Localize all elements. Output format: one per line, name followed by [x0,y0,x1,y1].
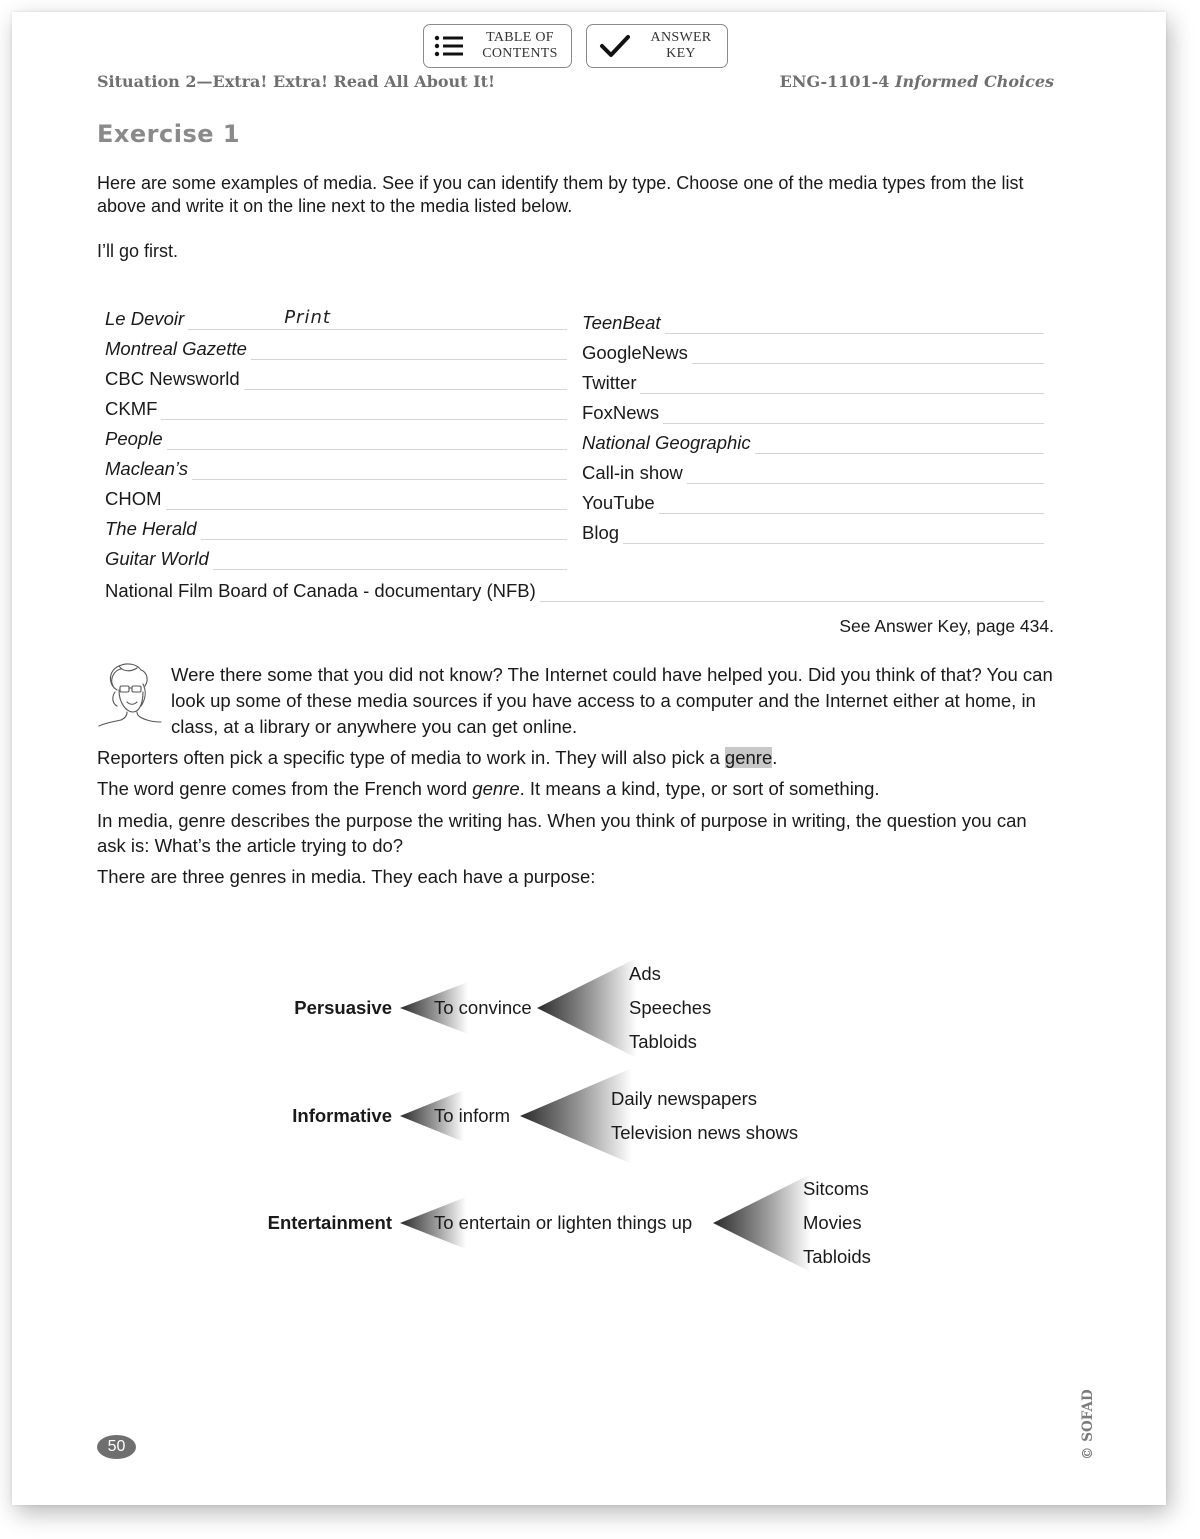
answer-row [582,458,1044,484]
answer-line[interactable] [665,311,1044,334]
media-name: Twitter [582,372,637,393]
answer-row [105,514,567,540]
page-number-badge: 50 [97,1435,136,1459]
media-name: YouTube [582,492,655,513]
media-name: CHOM [105,488,162,509]
course-code: ENG-1101-4 [779,72,890,91]
genre-purpose: To inform [434,1105,511,1126]
answer-line[interactable] [755,431,1044,454]
toc-label-line1: TABLE OF [486,30,554,45]
checkmark-icon [599,33,631,59]
teacher-avatar-icon [97,660,163,730]
paragraph-genre-intro [97,746,1057,769]
answer-key-label [645,30,717,62]
answer-row [105,484,567,510]
answer-line[interactable] [167,427,567,450]
media-name: CBC Newsworld [105,368,240,389]
copyright-notice: © SOFAD [1080,1389,1096,1460]
answer-line[interactable] [623,521,1044,544]
answer-line[interactable] [161,397,567,420]
genre-example: Tabloids [629,1031,697,1052]
paragraph-three-genres: There are three genres in media. They each have a purpose: [97,866,596,887]
media-name: National Film Board of Canada - documentary (NFB) [105,580,536,601]
wedge-arrow-icon [537,958,637,1058]
table-of-contents-label [476,30,564,62]
media-name: People [105,428,163,449]
answer-key-label-line1: ANSWER [650,30,712,45]
media-name: CKMF [105,398,158,419]
genre-example: Tabloids [803,1246,871,1267]
genre-example: Daily newspapers [611,1088,758,1109]
answer-line[interactable] [201,517,567,540]
genre-example: Speeches [629,997,712,1018]
answer-line[interactable] [659,491,1044,514]
answer-row [105,364,567,390]
media-name: GoogleNews [582,342,688,363]
genre-example: Ads [629,963,661,984]
answer-key-button[interactable] [586,24,728,68]
answer-row [105,454,567,480]
answer-row [582,428,1044,454]
italic-term-genre: genre [472,778,520,799]
answer-line[interactable] [540,579,1044,602]
toc-label-line2: CONTENTS [482,46,558,61]
genre-example: Sitcoms [803,1178,869,1199]
answer-row [582,308,1044,334]
exercise-intro: I’ll go first. [97,241,179,261]
media-name: Guitar World [105,548,209,569]
genre-example: Television news shows [611,1122,799,1143]
answer-row [105,576,1044,602]
paragraph-genre-purpose: In media, genre describes the purpose the writing has. When you think of purpose in writing, the question you can ask is: What’s the article trying to do? [97,810,1027,856]
media-name: Montreal Gazette [105,338,247,359]
paragraph-text: The word genre comes from the French word [97,778,473,799]
genre-purpose: To entertain or lighten things up [434,1212,693,1233]
answer-line[interactable] [244,367,567,390]
media-name: The Herald [105,518,197,539]
answer-row [582,368,1044,394]
answer-row [105,334,567,360]
handwritten-answer: Print [284,307,331,328]
answer-row [105,394,567,420]
paragraph-genre-definition [97,777,1057,800]
tip-text: Were there some that you did not know? The Internet could have helped you. Did you think of that? You can look up some of these media sources if you have access to a computer and the Internet either at home, in class, at a library or anywhere you can get online. [171,664,1053,737]
answer-row [105,544,567,570]
answer-row [582,488,1044,514]
media-name: Le Devoir [105,308,185,329]
paragraph-text: . [772,747,778,768]
answer-line[interactable] [640,371,1044,394]
genre-entertainment: Entertainment [267,1212,392,1233]
answer-line[interactable] [663,401,1044,424]
answer-line[interactable] [687,461,1044,484]
wedge-arrow-icon [713,1174,811,1272]
exercise-title: Exercise 1 [97,120,241,148]
answer-key-reference: See Answer Key, page 434. [839,616,1054,636]
answer-row [582,398,1044,424]
answer-row [582,518,1044,544]
paragraph-text: . It means a kind, type, or sort of something. [519,778,880,799]
media-name: Blog [582,522,620,543]
paragraph-text: Reporters often pick a specific type of media to work in. They will also pick a [97,747,725,768]
highlighted-term-genre: genre [724,747,773,768]
genre-informative: Informative [292,1105,392,1126]
answer-line[interactable] [251,337,567,360]
course-title: Informed Choices [894,72,1054,91]
answer-row [582,338,1044,364]
genre-purpose: To convince [434,997,532,1018]
table-of-contents-button[interactable] [423,24,572,68]
media-name: FoxNews [582,402,660,423]
answer-key-label-line2: KEY [666,46,696,61]
media-name: Maclean’s [105,458,188,479]
media-name: TeenBeat [582,312,661,333]
answer-line[interactable] [213,547,567,570]
media-name: National Geographic [582,432,751,453]
wedge-arrow-icon [520,1068,632,1164]
genre-example: Movies [803,1212,862,1233]
exercise-instructions: Here are some examples of media. See if you can identify them by type. Choose one of the media types from the list above and write it on the line next to the media listed below. [97,173,1024,216]
answer-line[interactable] [166,487,567,510]
list-icon [434,34,464,58]
answer-line[interactable] [692,341,1044,364]
media-name: Call-in show [582,462,683,483]
answer-line[interactable] [192,457,567,480]
genre-persuasive: Persuasive [294,997,392,1018]
running-head-situation: Situation 2—Extra! Extra! Read All About It! [97,72,496,91]
answer-row [105,424,567,450]
answer-row [105,304,567,330]
answer-line[interactable] [188,307,567,330]
running-head-course [780,72,1054,91]
